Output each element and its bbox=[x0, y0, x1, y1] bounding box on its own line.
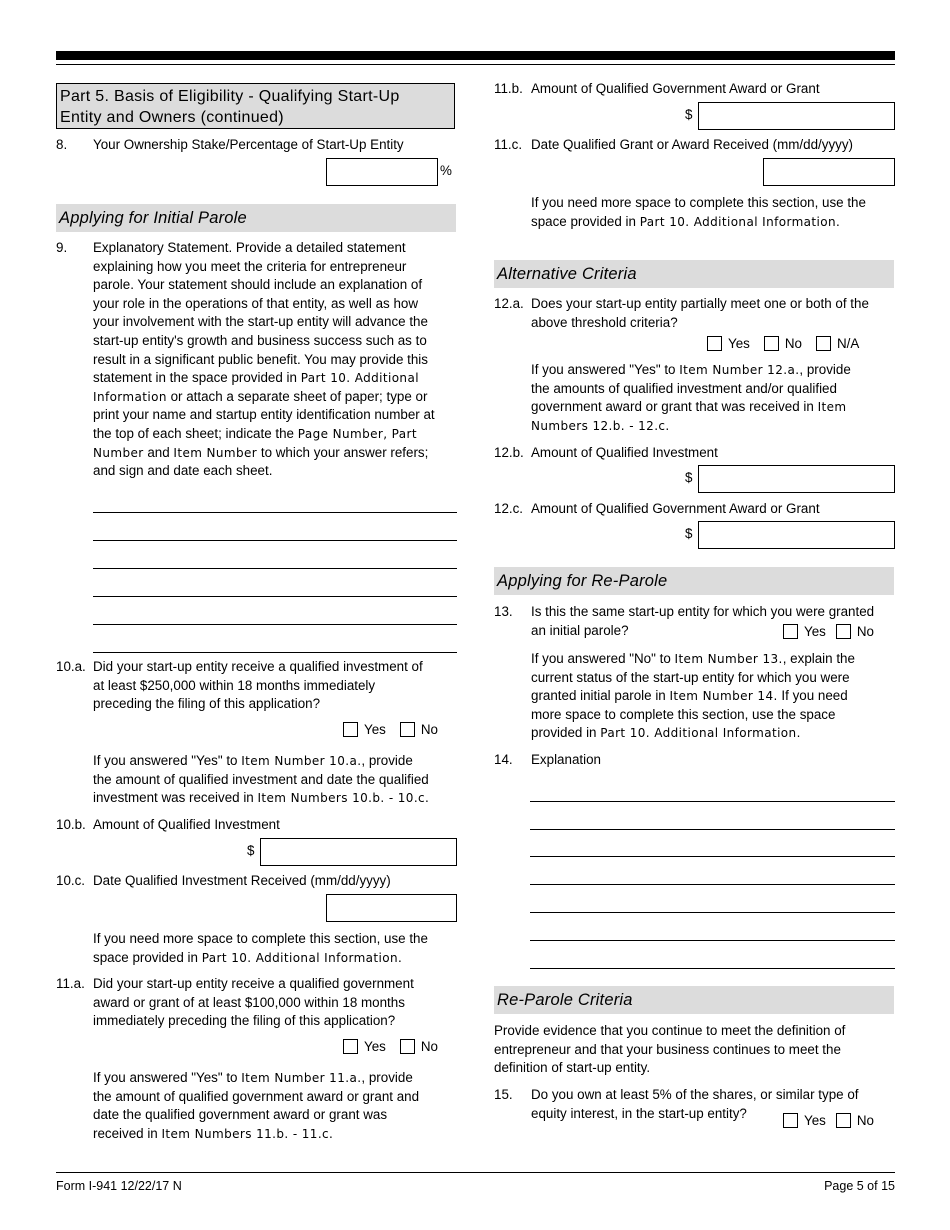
item9-line: and sign and date each sheet. bbox=[93, 463, 273, 479]
item12a-note-line bbox=[531, 361, 896, 380]
item11a-yes-checkbox[interactable] bbox=[343, 1039, 358, 1054]
reparole-criteria-heading-text: Re-Parole Criteria bbox=[497, 991, 633, 1009]
item10a-question bbox=[93, 658, 458, 714]
item11a-note-text: received in bbox=[93, 1125, 162, 1141]
item14-answer-line[interactable] bbox=[530, 829, 895, 830]
item10a-number: 10.a. bbox=[56, 659, 86, 674]
item10a-no-checkbox[interactable] bbox=[400, 722, 415, 737]
item12c-label: Amount of Qualified Government Award or Grant bbox=[531, 501, 820, 516]
item11a-line: immediately preceding the filing of this application? bbox=[93, 1013, 396, 1029]
item10a-note bbox=[93, 752, 458, 808]
item12a-note-text: , provide bbox=[799, 362, 851, 377]
item12b-number: 12.b. bbox=[494, 445, 524, 460]
item9-line: your role in the operations of that entity, as well as how bbox=[93, 295, 419, 311]
item10a-note-line bbox=[93, 752, 458, 771]
item10a-line: Did your start-up entity receive a qualified investment of bbox=[93, 659, 423, 674]
item9-answer-line[interactable] bbox=[93, 596, 457, 597]
item10c-note-text: . bbox=[398, 949, 402, 965]
item12a-yes-checkbox[interactable] bbox=[707, 336, 722, 351]
item10a-note-line: the amount of qualified investment and date the qualified bbox=[93, 771, 429, 787]
item10c-ref: Part 10. Additional Information bbox=[201, 950, 399, 965]
item14-answer-line[interactable] bbox=[530, 801, 895, 802]
partial-award-amount-input[interactable] bbox=[698, 521, 895, 549]
item12a-note-line bbox=[531, 398, 896, 417]
item13-line: an initial parole? bbox=[531, 622, 629, 638]
item11a-note-line bbox=[93, 1125, 458, 1144]
government-award-amount-input[interactable] bbox=[698, 102, 895, 130]
item9-ref-part10: Part 10. Additional bbox=[300, 371, 419, 386]
item10c-note-line: If you need more space to complete this section, use the bbox=[93, 931, 428, 946]
item13-note bbox=[531, 650, 896, 743]
item13-ref: Part 10. Additional Information bbox=[600, 726, 797, 741]
item10a-note-text: investment was received in bbox=[93, 790, 258, 806]
item15-line: Do you own at least 5% of the shares, or similar type of bbox=[531, 1087, 859, 1102]
form-identifier: Form I-941 12/22/17 N bbox=[56, 1179, 182, 1193]
item14-label: Explanation bbox=[531, 752, 601, 767]
item9-line: parole. Your statement should include an explanation of bbox=[93, 277, 423, 293]
item13-note-text: granted initial parole in bbox=[531, 688, 670, 704]
item9-text: statement in the space provided in bbox=[93, 370, 301, 386]
item9-number: 9. bbox=[56, 240, 68, 255]
item11a-line: award or grant of at least $100,000 within 18 months bbox=[93, 994, 405, 1010]
investment-date-input[interactable] bbox=[326, 894, 457, 922]
item11c-note-line: If you need more space to complete this section, use the bbox=[531, 195, 866, 210]
reparole-heading bbox=[494, 567, 894, 595]
item14-answer-line[interactable] bbox=[530, 940, 895, 941]
item9-statement bbox=[93, 239, 458, 481]
item9-text: the top of each sheet; indicate the bbox=[93, 425, 298, 441]
item14-answer-line[interactable] bbox=[530, 856, 895, 857]
item13-note-line bbox=[531, 650, 896, 669]
item10a-line: preceding the filing of this application? bbox=[93, 696, 321, 712]
item9-text: to which your answer refers; bbox=[257, 444, 429, 460]
item12a-number: 12.a. bbox=[494, 296, 524, 311]
item10c-note bbox=[93, 930, 458, 967]
item8-label: Your Ownership Stake/Percentage of Start-Up Entity bbox=[93, 137, 404, 152]
item9-text: or attach a separate sheet of paper; type or bbox=[166, 388, 428, 404]
top-thin-rule bbox=[56, 64, 895, 65]
item9-line: start-up entity's growth and business success such as to bbox=[93, 332, 427, 348]
item11a-note-line bbox=[93, 1069, 458, 1088]
item15-number: 15. bbox=[494, 1087, 513, 1102]
partial-investment-amount-input[interactable] bbox=[698, 465, 895, 493]
item15-no-checkbox[interactable] bbox=[836, 1113, 851, 1128]
item11b-label: Amount of Qualified Government Award or Grant bbox=[531, 81, 820, 96]
item11c-note-text: . bbox=[836, 213, 840, 229]
item13-options bbox=[783, 623, 874, 641]
reparole-criteria-text bbox=[494, 1022, 894, 1078]
item13-line: Is this the same start-up entity for which you were granted bbox=[531, 604, 875, 619]
item9-line bbox=[93, 388, 458, 407]
item13-note-text: If you need bbox=[777, 688, 848, 704]
item12a-na-label: N/A bbox=[836, 336, 860, 351]
part5-header bbox=[56, 83, 455, 129]
item10a-note-text: , provide bbox=[361, 753, 413, 768]
item12a-ref: Numbers 12.b. - 12.c. bbox=[531, 418, 670, 433]
item12a-note-line: the amounts of qualified investment and/or qualified bbox=[531, 380, 837, 396]
item13-note-text: . bbox=[796, 725, 801, 741]
item10a-yes-checkbox[interactable] bbox=[343, 722, 358, 737]
item9-line: Explanatory Statement. Provide a detailed statement bbox=[93, 240, 406, 255]
item10a-ref: Item Number 10.a. bbox=[241, 754, 362, 768]
item11a-note-line: the amount of qualified government award or grant and bbox=[93, 1088, 420, 1104]
footer-rule bbox=[56, 1172, 895, 1173]
item10b-dollar-sign: $ bbox=[247, 843, 255, 858]
item12a-note-text: government award or grant that was received in bbox=[531, 399, 818, 415]
item14-answer-line[interactable] bbox=[530, 968, 895, 969]
item12c-dollar-sign: $ bbox=[685, 526, 693, 541]
item9-ref-page-number: Page Number, Part bbox=[297, 426, 417, 441]
item13-no-checkbox[interactable] bbox=[836, 624, 851, 639]
item9-ref-number: Number bbox=[93, 445, 144, 460]
item10c-label: Date Qualified Investment Received (mm/dd/yyyy) bbox=[93, 873, 391, 888]
item11a-ref: Item Number 11.a. bbox=[241, 1071, 362, 1085]
item11c-ref: Part 10. Additional Information bbox=[639, 214, 837, 229]
item10a-yes-label: Yes bbox=[364, 722, 386, 737]
item12a-ref: Item Number 12.a. bbox=[679, 363, 800, 377]
item10a-line: at least $250,000 within 18 months immediately bbox=[93, 677, 376, 693]
item15-yes-checkbox[interactable] bbox=[783, 1113, 798, 1128]
item12a-note-text: If you answered "Yes" to bbox=[531, 362, 680, 377]
item11c-note bbox=[531, 194, 896, 231]
reparole-heading-text: Applying for Re-Parole bbox=[497, 572, 668, 590]
item11a-options bbox=[343, 1038, 438, 1056]
item9-line: result in a significant public benefit. You may provide this bbox=[93, 351, 428, 367]
item15-line: equity interest, in the start-up entity? bbox=[531, 1105, 747, 1121]
reparole-criteria-line: definition of start-up entity. bbox=[494, 1060, 651, 1076]
item13-yes-checkbox[interactable] bbox=[783, 624, 798, 639]
item11a-no-label: No bbox=[420, 1039, 438, 1054]
item15-yes-label: Yes bbox=[804, 1113, 826, 1128]
item9-line bbox=[93, 425, 458, 444]
item12a-note-line bbox=[531, 417, 896, 436]
initial-parole-heading bbox=[56, 204, 456, 232]
item12c-number: 12.c. bbox=[494, 501, 524, 516]
item10b-number: 10.b. bbox=[56, 817, 86, 832]
item9-line bbox=[93, 444, 458, 463]
item10a-note-text: If you answered "Yes" to bbox=[93, 753, 242, 768]
item14-number: 14. bbox=[494, 752, 513, 767]
item12a-note bbox=[531, 361, 896, 435]
item13-note-text: provided in bbox=[531, 725, 601, 741]
item9-line: explaining how you meet the criteria for entrepreneur bbox=[93, 258, 407, 274]
item11a-question bbox=[93, 975, 458, 1031]
part5-title-line1: Part 5. Basis of Eligibility - Qualifying Start-Up bbox=[60, 88, 400, 105]
item11c-label: Date Qualified Grant or Award Received (mm/dd/yyyy) bbox=[531, 137, 853, 152]
item8-number: 8. bbox=[56, 137, 68, 152]
item13-note-line: more space to complete this section, use the space bbox=[531, 706, 836, 722]
item12a-no-checkbox[interactable] bbox=[764, 336, 779, 351]
item13-note-text: , explain the bbox=[782, 651, 855, 666]
item11a-note-line: date the qualified government award or grant was bbox=[93, 1107, 388, 1123]
item13-number: 13. bbox=[494, 604, 513, 619]
item9-line: your involvement with the start-up entity will advance the bbox=[93, 314, 428, 330]
item12a-ref: Item bbox=[817, 400, 847, 415]
item12b-dollar-sign: $ bbox=[685, 470, 693, 485]
item9-line: print your name and startup entity identification number at bbox=[93, 407, 435, 423]
item13-note-text: If you answered "No" to bbox=[531, 651, 675, 666]
item12a-line: Does your start-up entity partially meet one or both of the bbox=[531, 296, 869, 311]
item11a-no-checkbox[interactable] bbox=[400, 1039, 415, 1054]
item9-answer-line[interactable] bbox=[93, 540, 457, 541]
item12a-no-label: No bbox=[784, 336, 802, 351]
item11b-number: 11.b. bbox=[494, 81, 523, 96]
item9-answer-line[interactable] bbox=[93, 568, 457, 569]
alternative-criteria-heading bbox=[494, 260, 894, 288]
reparole-criteria-heading bbox=[494, 986, 894, 1014]
item15-options bbox=[783, 1112, 874, 1130]
item10a-ref: Item Numbers 10.b. - 10.c. bbox=[257, 791, 430, 806]
item9-line bbox=[93, 369, 458, 388]
item9-answer-line[interactable] bbox=[93, 512, 457, 513]
item14-answer-line[interactable] bbox=[530, 884, 895, 885]
qualified-investment-amount-input[interactable] bbox=[260, 838, 457, 866]
item10a-no-label: No bbox=[420, 722, 438, 737]
item13-note-line bbox=[531, 687, 896, 706]
item12a-question bbox=[531, 295, 896, 332]
item10c-note-line bbox=[93, 949, 458, 968]
item9-ref-information: Information bbox=[93, 389, 167, 404]
item14-answer-line[interactable] bbox=[530, 912, 895, 913]
item10c-number: 10.c. bbox=[56, 873, 86, 888]
item12a-na-checkbox[interactable] bbox=[816, 336, 831, 351]
item12b-label: Amount of Qualified Investment bbox=[531, 445, 718, 460]
ownership-stake-input[interactable] bbox=[326, 158, 438, 186]
initial-parole-heading-text: Applying for Initial Parole bbox=[59, 209, 247, 227]
reparole-criteria-line: entrepreneur and that your business continues to meet the bbox=[494, 1041, 841, 1057]
item11a-number: 11.a. bbox=[56, 976, 85, 991]
part5-title-line2: Entity and Owners (continued) bbox=[60, 109, 284, 126]
item11a-note-text: , provide bbox=[361, 1070, 413, 1085]
item11c-number: 11.c. bbox=[494, 137, 523, 152]
item12a-yes-label: Yes bbox=[728, 336, 750, 351]
reparole-criteria-line: Provide evidence that you continue to meet the definition of bbox=[494, 1023, 846, 1038]
item13-ref: Item Number 14. bbox=[669, 689, 778, 704]
item11c-note-line bbox=[531, 213, 896, 232]
item13-ref: Item Number 13. bbox=[674, 652, 783, 666]
alternative-criteria-heading-text: Alternative Criteria bbox=[497, 265, 637, 283]
item10a-note-line bbox=[93, 789, 458, 808]
item11c-note-text: space provided in bbox=[531, 213, 640, 229]
item9-answer-line[interactable] bbox=[93, 652, 457, 653]
item9-text: and bbox=[143, 444, 174, 460]
item9-answer-line[interactable] bbox=[93, 624, 457, 625]
item11a-note bbox=[93, 1069, 458, 1143]
item12a-line: above threshold criteria? bbox=[531, 314, 678, 330]
item13-no-label: No bbox=[856, 624, 874, 639]
item15-no-label: No bbox=[856, 1113, 874, 1128]
item8-percent-sign: % bbox=[440, 163, 452, 178]
item9-ref-item-number: Item Number bbox=[173, 445, 258, 460]
item13-note-line bbox=[531, 724, 896, 743]
item11a-ref: Item Numbers 11.b. - 11.c. bbox=[161, 1126, 334, 1141]
item10a-options bbox=[343, 721, 438, 739]
item11a-note-text: If you answered "Yes" to bbox=[93, 1070, 242, 1085]
page-number: Page 5 of 15 bbox=[824, 1179, 895, 1193]
item12a-options bbox=[707, 335, 859, 353]
item11b-dollar-sign: $ bbox=[685, 107, 693, 122]
item11a-yes-label: Yes bbox=[364, 1039, 386, 1054]
item11a-line: Did your start-up entity receive a qualified government bbox=[93, 976, 414, 991]
item13-note-line: current status of the start-up entity for which you were bbox=[531, 669, 850, 685]
top-thick-rule bbox=[56, 51, 895, 60]
item10c-note-text: space provided in bbox=[93, 949, 202, 965]
award-date-input[interactable] bbox=[763, 158, 895, 186]
item10b-label: Amount of Qualified Investment bbox=[93, 817, 280, 832]
item13-yes-label: Yes bbox=[804, 624, 826, 639]
